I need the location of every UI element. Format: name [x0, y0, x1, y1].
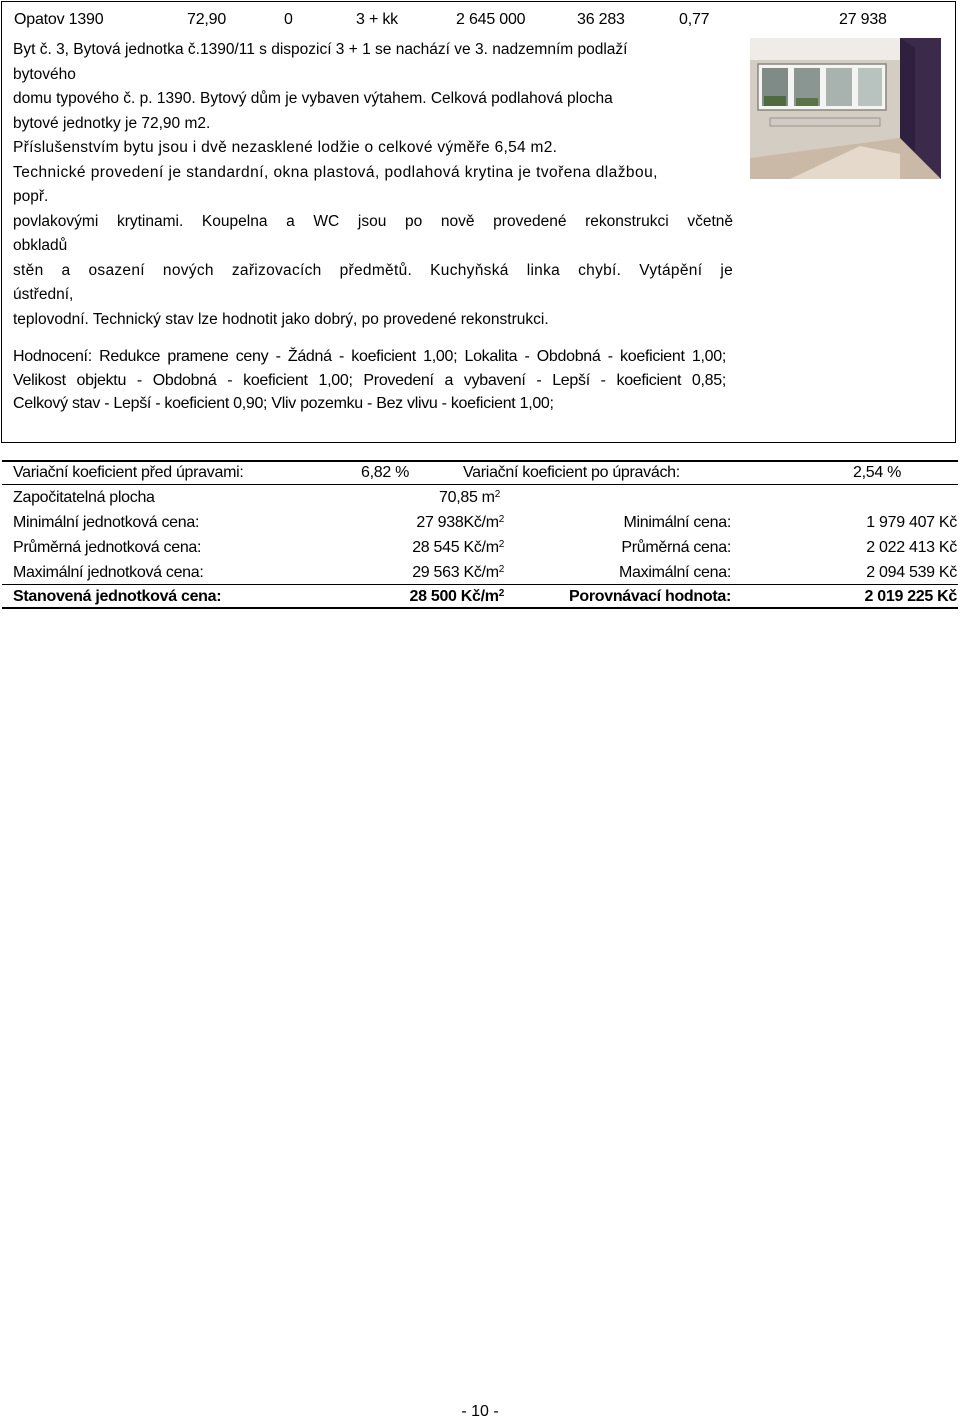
min-unit-value: 27 $938Kč/m^2$	[416, 514, 504, 531]
property-description	[13, 38, 733, 332]
area-value: 70,85 $m^2$	[439, 489, 500, 506]
var-after-value: 2,54 %	[853, 464, 902, 481]
description-line: stěn a osazení nových zařizovacích předmětů. Kuchyňská linka chybí. Vytápění je	[13, 261, 733, 279]
description-line: obkladů	[13, 237, 68, 254]
min-price-value: 1 979 407 Kč	[866, 514, 957, 531]
description-line: Byt č. 3, Bytová jednotka č.1390/11 s dispozicí 3 + 1 se nachází ve 3. nadzemním podlaží	[13, 41, 628, 58]
evaluation-line: Hodnocení: Redukce pramene ceny - Žádná - koeficient 1,00; Lokalita - Obdobná - koeficient 1,00;	[13, 348, 726, 365]
description-line: ústřední,	[13, 286, 74, 303]
description-line: bytové jednotky je 72,90 m2.	[13, 114, 211, 132]
var-before-label: Variační koeficient před úpravami:	[13, 464, 244, 481]
avg-price-label: Průměrná cena:	[621, 539, 731, 556]
avg-unit-value: 28 545 $Kč/m^2$	[412, 539, 504, 556]
comparison-value: 2 019 225 Kč	[864, 588, 957, 605]
property-adjusted-price: 27 938	[839, 11, 887, 28]
property-unit-price: 36 283	[577, 11, 625, 28]
description-line: bytového	[13, 65, 76, 83]
description-line: domu typového č. p. 1390. Bytový dům je vybaven výtahem. Celková podlahová plocha	[13, 90, 613, 107]
min-unit-label: Minimální jednotková cena:	[13, 514, 200, 531]
description-line: povlakovými krytinami. Koupelna a WC jsou po nově provedené rekonstrukci včetně	[13, 212, 733, 230]
var-after-label: Variační koeficient po úpravách:	[463, 464, 680, 481]
row-divider	[2, 484, 958, 485]
apartment-photo	[750, 38, 941, 179]
property-price: 2 645 000	[456, 11, 526, 28]
description-line: Technické provedení je standardní, okna plastová, podlahová krytina je tvořena dlažbou,	[13, 163, 658, 181]
page-number: - 10 -	[461, 1403, 499, 1420]
max-price-value: 2 094 539 Kč	[866, 564, 957, 581]
avg-price-value: 2 022 413 Kč	[866, 539, 957, 556]
row-divider	[2, 584, 958, 585]
min-price-label: Minimální cena:	[623, 514, 731, 531]
max-unit-label: Maximální jednotková cena:	[13, 564, 204, 581]
area-label: Započitatelná plocha	[13, 489, 155, 506]
description-line: Příslušenstvím bytu jsou i dvě nezasklené lodžie o celkové výměře 6,54 m2.	[13, 139, 558, 156]
avg-unit-label: Průměrná jednotková cena:	[13, 539, 202, 556]
comparison-label: Porovnávací hodnota:	[568, 588, 731, 605]
description-line: popř.	[13, 188, 49, 205]
max-unit-value: 29 563 $Kč/m^2$	[412, 564, 504, 581]
property-name: Opatov 1390	[14, 11, 104, 28]
property-coefficient: 0,77	[679, 11, 710, 28]
variation-row	[2, 461, 957, 485]
set-unit-value: 28 500 $Kč/m^2$	[409, 588, 504, 605]
table-bottom-border	[2, 607, 958, 609]
room-photo-illustration	[750, 38, 941, 179]
property-layout: 3 + kk	[356, 11, 398, 28]
property-floor: 0	[284, 11, 293, 28]
evaluation-line: Velikost objektu - Obdobná - koeficient 1,00; Provedení a vybavení - Lepší - koeficient 0,85;	[13, 371, 726, 389]
max-price-label: Maximální cena:	[619, 564, 731, 581]
var-before-value: 6,82 %	[361, 464, 410, 481]
evaluation-line: Celkový stav - Lepší - koeficient 0,90; Vliv pozemku - Bez vlivu - koeficient 1,00;	[13, 395, 554, 412]
set-unit-label: Stanovená jednotková cena:	[13, 588, 222, 605]
evaluation-block	[13, 345, 726, 416]
property-area: 72,90	[187, 11, 227, 28]
description-line: teplovodní. Technický stav lze hodnotit jako dobrý, po provedené rekonstrukci.	[13, 310, 549, 328]
